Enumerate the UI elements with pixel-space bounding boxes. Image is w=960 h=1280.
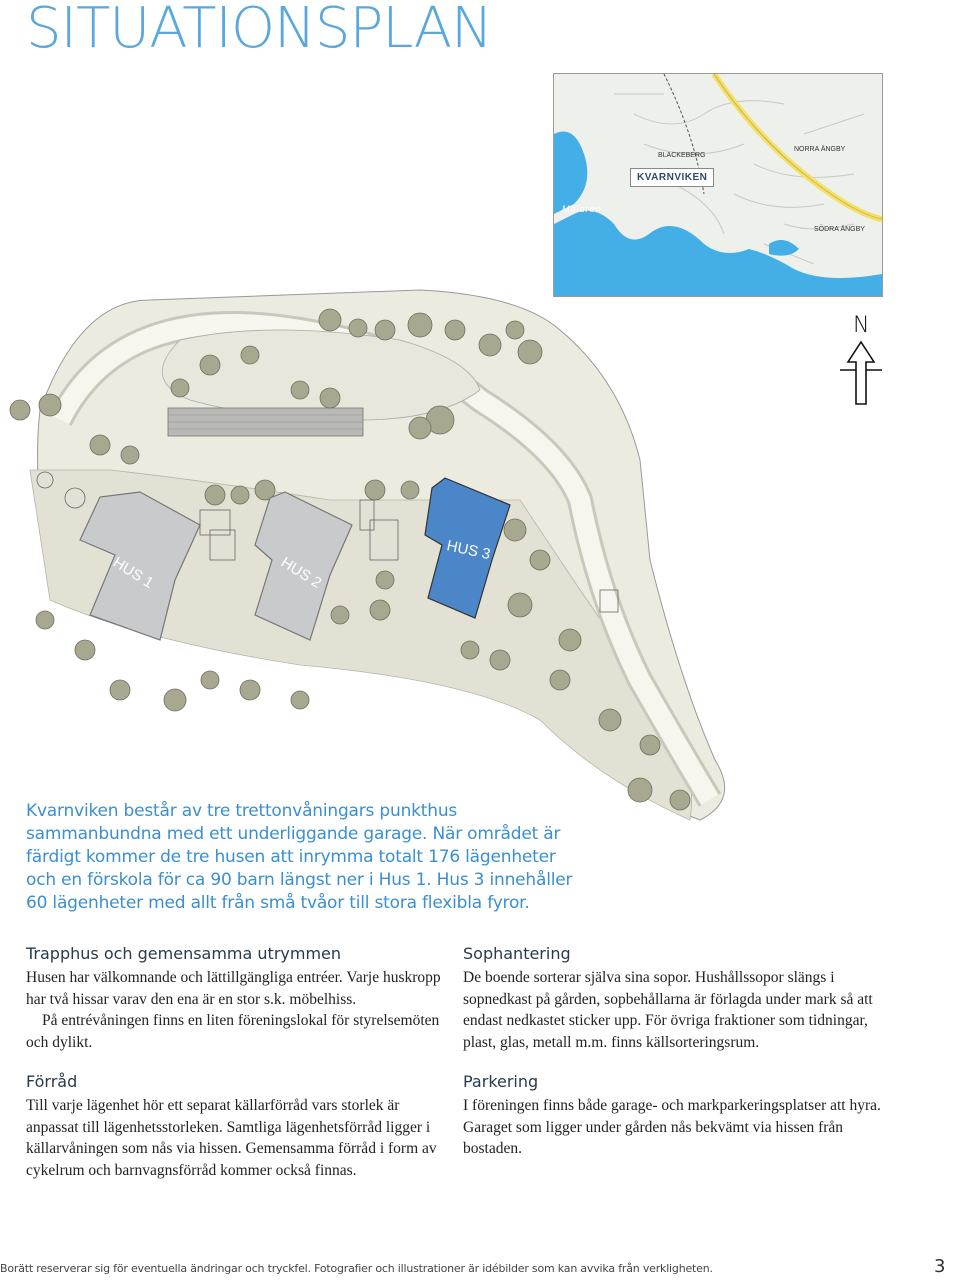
site-plan	[0, 288, 960, 848]
district-label-norra-angby: NORRA ÄNGBY	[794, 146, 846, 153]
section-paragraph: I föreningen finns både garage- och markparkeringsplatser att hyra. Garaget som ligger under gården nås bekvämt via hissen från bostaden.	[463, 1097, 881, 1157]
map-place-label: KVARNVIKEN	[630, 168, 714, 187]
intro-text: Kvarnviken består av tre trettonvåningars punkthus sammanbundna med ett underliggande garage. När området är färdigt kommer de tre husen att inrymma totalt 176 lägenheter och en förskola för ca 90 barn längst ner i Hus 1. Hus 3 innehåller 60 lägenheter med allt från små tvåor till stora flexibla fyror.	[26, 801, 573, 913]
section-sophantering	[463, 944, 883, 1053]
section-paragraph: På entrévåningen finns en liten föreningslokal för styrelsemöten och dylikt.	[26, 1012, 440, 1051]
location-map-graphic	[554, 74, 882, 296]
district-label-sodra-angby: SÖDRA ÄNGBY	[814, 226, 865, 233]
hus-2-label: HUS 2	[277, 553, 325, 592]
page-title: SITUATIONSPLAN	[26, 0, 492, 61]
section-heading: Parkering	[463, 1072, 539, 1091]
location-map	[553, 73, 883, 297]
section-paragraph: Husen har välkomnande och lättillgängliga entréer. Varje huskropp har två hissar varav den ena är en stor s.k. möbelhiss.	[26, 969, 441, 1008]
section-heading: Sophantering	[463, 944, 571, 963]
hus-1-label: HUS 1	[109, 553, 157, 592]
section-trapphus	[26, 944, 446, 1053]
district-label-blackeberg: BLACKEBERG	[658, 152, 706, 159]
page-number: 3	[934, 1256, 946, 1277]
section-paragraph: De boende sorterar själva sina sopor. Hushållssopor slängs i sopnedkast på gården, sopbehållarna är förlagda under mark så att endast nedkastet sticker upp. För övriga fraktioner som tidningar, plast, glas, metall m.m. finns källsorteringsrum.	[463, 969, 873, 1051]
section-heading: Förråd	[26, 1072, 78, 1091]
footer-disclaimer: Borätt reserverar sig för eventuella ändringar och tryckfel. Fotografier och illustrationer är idébilder som kan avvika från verkligheten.	[0, 1262, 713, 1275]
hus-3-label: HUS 3	[445, 537, 492, 564]
north-label: N	[853, 313, 870, 338]
section-heading: Trapphus och gemensamma utrymmen	[26, 944, 342, 963]
section-parkering	[463, 1072, 883, 1160]
section-paragraph: Till varje lägenhet hör ett separat källarförråd vars storlek är anpassat till lägenhetsstorleken. Samtliga lägenhetsförråd ligger i källarvåningen som nås via hissen. Gemensamma förråd i form av cykelrum och barnvagnsförråd kommer också finnas.	[26, 1097, 437, 1179]
section-forrad	[26, 1072, 446, 1181]
lake-label: Mälaren	[562, 204, 602, 214]
